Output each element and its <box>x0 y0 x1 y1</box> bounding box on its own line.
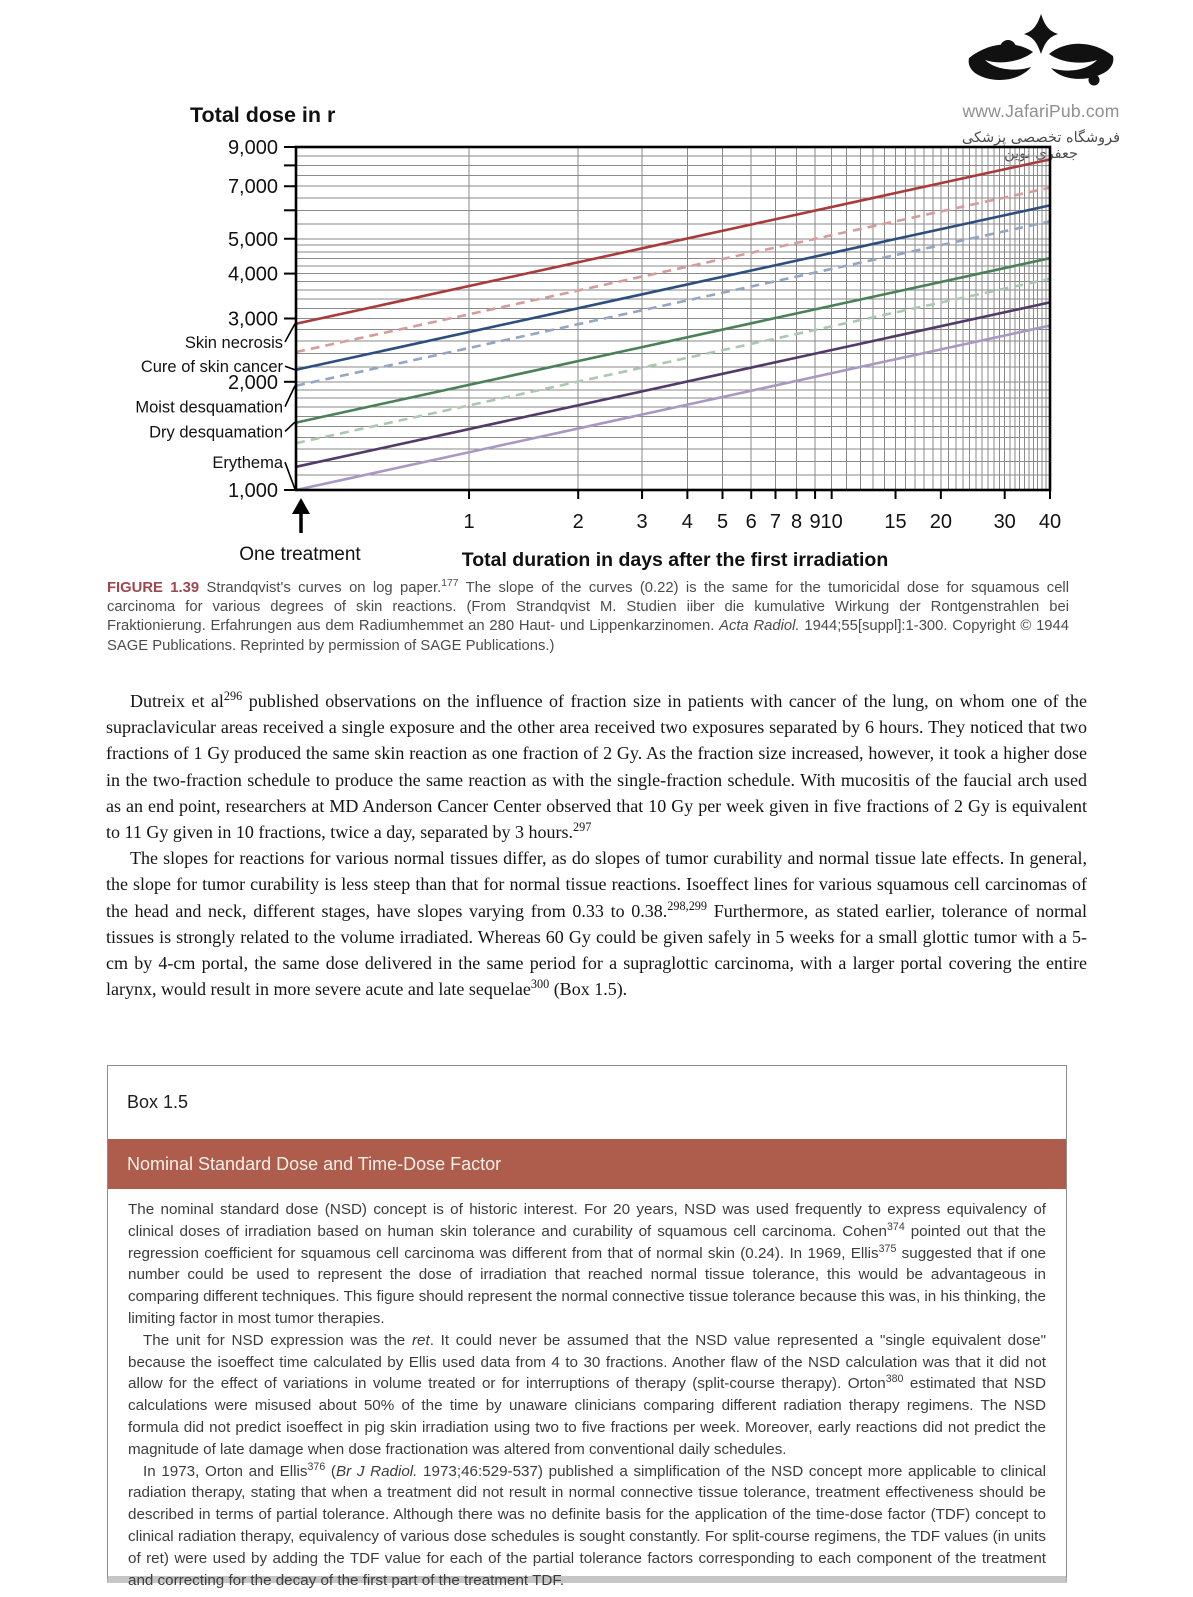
box-paragraph: In 1973, Orton and Ellis$^{376}$ (Br J Radiol. 1973;46:529-537) published a simplification of the NSD concept more applicable to clinical radiation therapy, stating that when a treatment did not result in normal connective tissue tolerance, treatment effectiveness should be described in terms of partial tolerance. Although there was no definite basis for the application of the time-dose factor (TDF) concept to clinical radiation therapy, equivalency of various dose schedules is sought constantly. For split-course regimens, the TDF values (in units of ret) were used by adding the TDF value for each of the partial tolerance factors corresponding to each component of the treatment and correcting for the decay of the first part of the treatment TDF. <box>128 1460 1046 1589</box>
x-tick-label: 7 <box>769 511 782 533</box>
y-tick-label: 4,000 <box>227 263 278 286</box>
curve-label: Erythema <box>212 454 283 473</box>
y-tick-label: 2,000 <box>227 371 278 394</box>
label-leader <box>285 386 295 407</box>
x-tick-label: 15 <box>884 511 907 533</box>
curve-label: Dry desquamation <box>149 423 283 442</box>
curve-label: Moist desquamation <box>135 398 283 417</box>
box-paragraph: The nominal standard dose (NSD) concept is of historic interest. For 20 years, NSD was used frequently to express equivalency of clinical doses of irradiation based on human skin tolerance and curability of squamous cell carcinoma. Cohen$^{374}$ pointed out that the regression coefficient for squamous cell carcinoma was different from that of normal skin (0.24). In 1969, Ellis$^{375}$ suggested that if one number could be used to represent the dose of irradiation that reached normal tissue tolerance, this would be advantageous in comparing different techniques. This figure should represent the normal connective tissue tolerance because this was, in his thinking, the limiting factor in most tumor therapies. <box>128 1201 1046 1327</box>
x-tick-label: 20 <box>929 511 952 533</box>
arrow-up-icon <box>292 498 310 514</box>
figure-1-39-chart <box>0 95 1193 573</box>
x-tick-label: 1 <box>463 511 475 533</box>
curve <box>296 302 1050 466</box>
box-paragraph: The unit for NSD expression was the ret. It could never be assumed that the NSD value represented a "single equivalent dose" because the isoeffect time calculated by Ellis used data from 4 to 30 fractions. Another flaw of the NSD calculation was that it did not allow for the effect of variations in volume treated or for interruptions of therapy (split-course therapy). Orton$^{380}$ estimated that NSD calculations were misused about 50% of the time by unaware clinicians comparing different radiation therapy regimens. The NSD formula did not predict isoeffect in pig skin irradiation using two to five fractions per week. Moreover, early reactions did not predict the magnitude of late damage when dose fractionation was altered from conventional daily schedules. <box>128 1331 1046 1458</box>
label-leader <box>285 422 295 431</box>
label-leader <box>285 462 295 489</box>
x-tick-label: 30 <box>993 511 1016 533</box>
box-1-5 <box>107 1065 1067 1589</box>
x-tick-label: 4 <box>681 511 693 533</box>
x-axis-label: Total duration in days after the first irradiation <box>461 549 889 571</box>
label-leader <box>285 366 295 370</box>
publisher-url: www.JafariPub.com <box>962 101 1120 121</box>
x-tick-label: 8 <box>790 511 803 533</box>
x-tick-label: 2 <box>572 511 584 533</box>
y-tick-label: 9,000 <box>227 137 278 159</box>
log-grid <box>296 147 1050 490</box>
chart-title: Total dose in r <box>190 103 336 127</box>
y-tick-label: 3,000 <box>227 308 278 331</box>
x-tick-label: 5 <box>716 511 729 533</box>
curve <box>296 205 1050 369</box>
body-text <box>106 688 1087 1002</box>
x-tick-label: 9 <box>809 511 821 533</box>
box-body <box>108 1189 1066 1591</box>
body-paragraph: Dutreix et $al^{296}$ published observations on the influence of fraction size in patients with cancer of the lung, on whom one of the supraclavicular areas received a single exposure and the other area received two exposures separated by 6 hours. They noticed that two fractions of 1 Gy produced the same skin reaction as one fraction of 2 Gy. As the fraction size increased, however, it took a higher dose in the two-fraction schedule to produce the same reaction as with the single-fraction schedule. With mucositis of the faucial arch used as an end point, researchers at MD Anderson Cancer Center observed that 10 Gy per week given in five fractions of 2 Gy is equivalent to 11 Gy given in 10 fractions, twice a day, separated by 3 hours.$^{297}$ <box>106 689 1088 843</box>
calligraphy-ornament-icon <box>961 12 1121 96</box>
y-tick-label: 5,000 <box>227 228 278 251</box>
x-tick-label: 6 <box>745 511 757 533</box>
label-leader <box>285 324 295 342</box>
x-tick-label: 3 <box>636 511 648 533</box>
publisher-tagline: فروشگاه تخصصی پزشکی جعفری نوین <box>961 130 1121 162</box>
curve <box>296 326 1050 490</box>
curve-label: Skin necrosis <box>184 334 283 353</box>
strandqvist-log-log-chart <box>0 95 1193 573</box>
figure-caption: FIGURE 1.39 Strandqvist's curves on log paper.$^{177}$ The slope of the curves (0.22) is the same for the tumoricidal dose for squamous cell carcinoma for various degrees of skin reactions. (From Strandqvist M. Studien iiber die kumulative Wirkung der Rontgenstrahlen bei Fraktionierung. Erfahrungen aus dem Radiumhemmet an 280 Haut- und Lippenkarzinomen. Acta Radiol. 1944;55[suppl]:1-300. Copyright © 1944 SAGE Publications. Reprinted by permission of SAGE Publications.) <box>107 578 1070 654</box>
curve <box>296 279 1050 443</box>
axis-ticks <box>284 147 1050 499</box>
x-tick-label: 40 <box>1038 511 1062 533</box>
y-tick-label: 7,000 <box>227 176 278 199</box>
body-paragraph: The slopes for reactions for various normal tissues differ, as do slopes of tumor curability and normal tissue late effects. In general, the slope for tumor curability is less steep than that for normal tissue reactions. Isoeffect lines for various squamous cell carcinomas of the head and neck, different stages, have slopes varying from 0.33 to 0.38.$^{298,299}$ Furthermore, as stated earlier, tolerance of normal tissues is strongly related to the volume irradiated. Whereas 60 Gy could be given safely in 5 weeks for a small glottic tumor with a 5-cm by 4-cm portal, the same dose delivered in the same period for a supraglottic carcinoma, with a larger portal covering the entire larynx, would result in more severe acute and late sequelae$^{300}$ (Box 1.5). <box>106 848 1087 1000</box>
box-title: Nominal Standard Dose and Time-Dose Factor <box>127 1153 502 1174</box>
isoeffect-curves <box>296 159 1050 490</box>
y-tick-label: 1,000 <box>227 480 278 502</box>
box-title-band <box>108 1139 1066 1189</box>
x-tick-label: 10 <box>820 511 843 533</box>
box-label: Box 1.5 <box>127 1092 189 1112</box>
curve-label: Cure of skin cancer <box>140 358 283 377</box>
curve <box>296 221 1050 385</box>
one-treatment-label: One treatment <box>239 544 361 565</box>
